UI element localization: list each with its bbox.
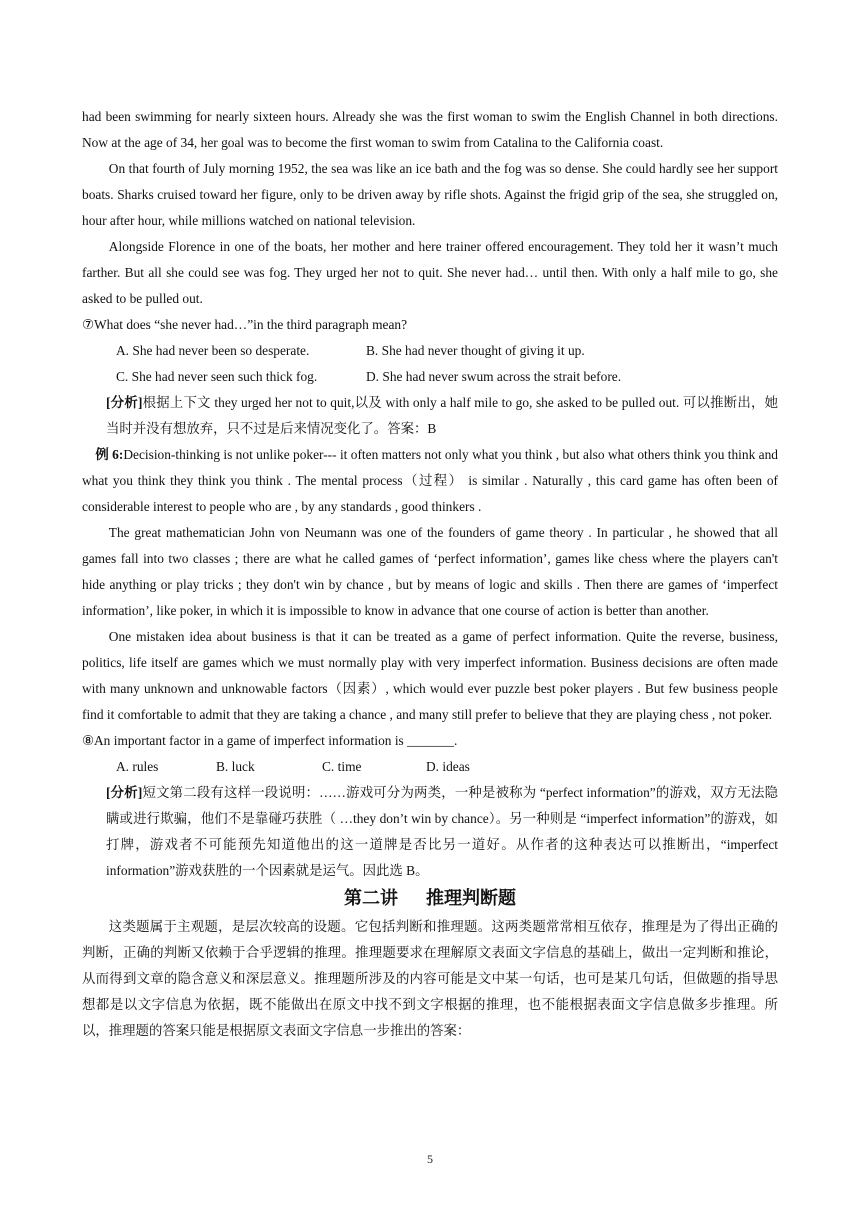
option-b: B. She had never thought of giving it up. <box>366 343 585 358</box>
analysis-tag: [分析] <box>106 395 143 410</box>
section-heading <box>82 884 778 914</box>
example-6-text: Decision-thinking is not unlike poker--- it often matters not only what you think , but also what others think you think and what you think they think you think . The mental process（过程） is similar . Naturally , this card game has often been of considerable interest to people who are , by any standards , good thinkers . <box>82 447 778 514</box>
example-label: 例 6: <box>95 447 124 462</box>
page-number: 5 <box>427 1152 433 1166</box>
analysis-tag: [分析] <box>106 785 143 800</box>
question-8-options <box>82 754 778 780</box>
option-d: D. She had never swum across the strait before. <box>366 369 622 384</box>
analysis-text: 短文第二段有这样一段说明：……游戏可分为两类，一种是被称为 “perfect information”的游戏，双方无法隐瞒或进行欺骗，他们不是靠碰巧获胜（ …they don’t win by chance）。另一种则是 “imperfect information”的游戏，如打牌，游戏者不可能预先知道他出的这一道牌是否比另一道好。从作者的这种表达可以推断出，“imperfect information”游戏获胜的一个因素就是运气。因此选 B。 <box>106 785 778 878</box>
analysis-text: 根据上下文 they urged her not to quit,以及 with only a half mile to go, she asked to be pulled out. 可以推断出，她当时并没有想放弃，只不过是后来情况变化了。答案：B <box>106 395 778 436</box>
option-d: D. ideas <box>426 759 470 774</box>
question-8: ⑧An important factor in a game of imperfect information is _______. <box>82 733 458 748</box>
section-body: 这类题属于主观题，是层次较高的设题。它包括判断和推理题。这两类题常常相互依存，推理是为了得出正确的判断，正确的判断又依赖于合乎逻辑的推理。推理题要求在理解原文表面文字信息的基础上，做出一定判断和推论，从而得到文章的隐含意义和深层意义。推理题所涉及的内容可能是文中某一句话，也可是某几句话，但做题的指导思想都是以文字信息为依据，既不能做出在原文中找不到文字根据的推理，也不能根据表面文字信息做多步推理。所以，推理题的答案只能是根据原文表面文字信息一步推出的答案： <box>82 919 778 1038</box>
passage-paragraph-3: Alongside Florence in one of the boats, her mother and here trainer offered encouragement. They told her it wasn’t much farther. But all she could see was fog. They urged her not to quit. She never had… until then. With only a half mile to go, she asked to be pulled out. <box>82 239 778 306</box>
document-page <box>82 104 778 1044</box>
option-c: C. time <box>322 759 362 774</box>
question-7-options-row-1 <box>82 338 778 364</box>
passage-paragraph-1: had been swimming for nearly sixteen hours. Already she was the first woman to swim the English Channel in both directions. Now at the age of 34, her goal was to become the first woman to swim from Catalina to the California coast. <box>82 109 778 150</box>
option-c: C. She had never seen such thick fog. <box>116 369 318 384</box>
question-7: ⑦What does “she never had…”in the third paragraph mean? <box>82 317 408 332</box>
option-a: A. She had never been so desperate. <box>116 343 310 358</box>
question-7-options-row-2 <box>82 364 778 390</box>
section-title: 推理判断题 <box>426 888 516 909</box>
option-b: B. luck <box>216 759 255 774</box>
section-number: 第二讲 <box>344 888 398 909</box>
question-7-analysis <box>82 390 778 442</box>
example-6-paragraph-3: One mistaken idea about business is that it can be treated as a game of perfect information. Quite the reverse, business, politics, life itself are games which we must normally play with very imperfect information. Business decisions are often made with many unknown and unknowable factors（因素）, which would ever puzzle best poker players . But few business people find it comfortable to admit that they are taking a chance , and many still prefer to believe that they are playing chess , not poker. <box>82 629 778 722</box>
example-6-paragraph-2: The great mathematician John von Neumann was one of the founders of game theory . In particular , he showed that all games fall into two classes ; there are what he called games of ‘perfect information’, games like chess where the players can't hide anything or play tricks ; they don't win by chance , but by means of logic and skills . Then there are games of ‘imperfect information’, like poker, in which it is impossible to know in advance that one course of action is better than another. <box>82 525 778 618</box>
option-a: A. rules <box>116 759 159 774</box>
example-6-paragraph-1 <box>82 442 778 520</box>
passage-paragraph-2: On that fourth of July morning 1952, the sea was like an ice bath and the fog was so dense. She could hardly see her support boats. Sharks cruised toward her figure, only to be driven away by rifle shots. Against the frigid grip of the sea, she struggled on, hour after hour, while millions watched on national television. <box>82 161 778 228</box>
question-8-analysis <box>82 780 778 884</box>
